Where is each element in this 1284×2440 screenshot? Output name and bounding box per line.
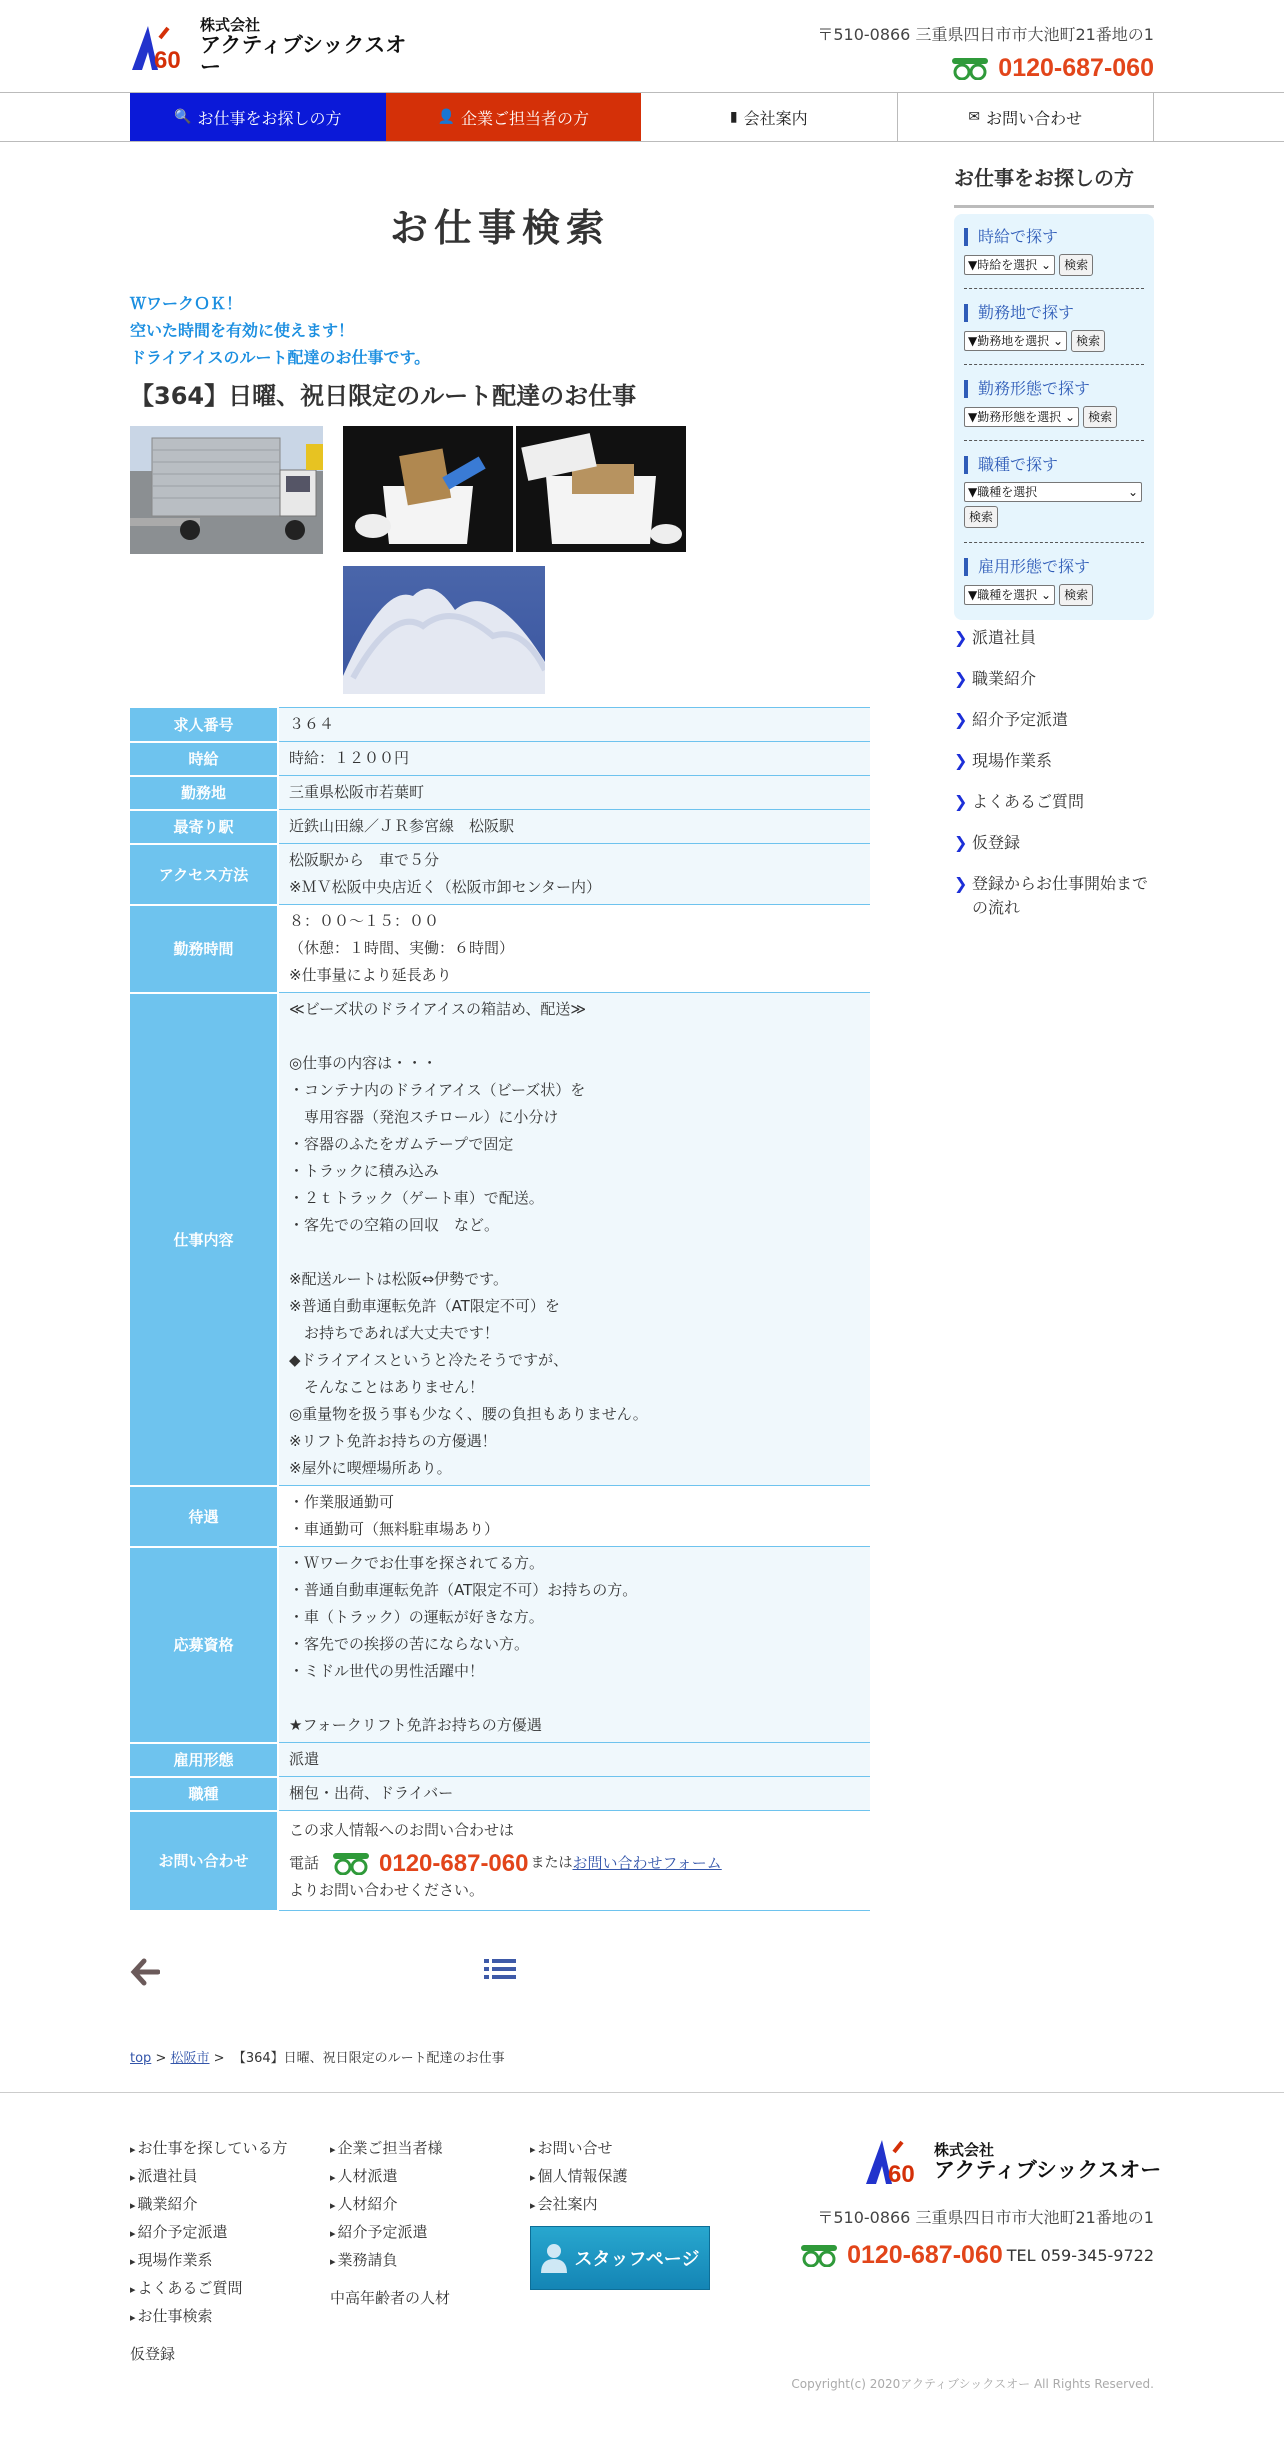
detail-label: 雇用形態 <box>130 1743 278 1777</box>
detail-value: ３６４ <box>278 708 870 742</box>
footer-link[interactable]: ▸ 紹介予定派遣 <box>130 2219 288 2247</box>
footer-link[interactable]: ▸ 人材派遣 <box>330 2163 450 2191</box>
footer-address: 〒510-0866 三重県四日市市大池町21番地の1 <box>817 2208 1154 2227</box>
free-dial-icon <box>333 1853 369 1875</box>
detail-value: ８：００～１５：００ （休憩：１時間、実働：６時間） ※仕事量により延長あり <box>278 905 870 993</box>
search-by-employment-type: 雇用形態で探す ▼職種を選択 ⌄ 検索 <box>964 558 1144 606</box>
job-title: 【364】日曜、祝日限定のルート配達のお仕事 <box>130 382 637 410</box>
footer-link[interactable]: ▸ 派遣社員 <box>130 2163 288 2191</box>
table-row <box>130 1547 870 1743</box>
search-by-job-type: 職種で探す ▼職種を選択 ⌄ 検索 <box>964 456 1144 528</box>
company-name-line1: 株式会社 <box>200 16 261 35</box>
footer-link[interactable]: ▸ 企業ご担当者様 <box>330 2135 450 2163</box>
copyright: Copyright(c) 2020アクティブシックスオー All Rights Reserved. <box>791 2377 1154 2391</box>
foam-box-photo-1 <box>343 426 513 552</box>
footer-col-companies <box>330 2135 450 2312</box>
footer-link[interactable]: ▸ 現場作業系 <box>130 2247 288 2275</box>
nav-job-seekers[interactable]: 🔍 お仕事をお探しの方 <box>130 93 386 141</box>
company-logo-mark-icon <box>130 24 192 72</box>
table-row <box>130 1486 870 1547</box>
nav-company-info[interactable]: ▮ 会社案内 <box>641 93 898 141</box>
footer-company-logo[interactable]: 60 株式会社 アクティブシックスオー <box>864 2138 1161 2186</box>
detail-label: 勤務地 <box>130 776 278 810</box>
global-nav <box>0 92 1284 142</box>
footer-tel2: TEL 059-345-9722 <box>1006 2246 1154 2265</box>
detail-value: ・Ｗワークでお仕事を探されてる方。 ・普通自動車運転免許（AT限定不可）お持ちの方。 ・車（トラック）の運転が好きな方。 ・客先での挨拶の苦にならない方。 ・ミドル世代の男性活躍中！ ★フォークリフト免許お持ちの方優遇 <box>278 1547 870 1743</box>
svg-text:60: 60 <box>888 2161 915 2186</box>
header-tel-number[interactable]: 0120-687-060 <box>998 54 1154 82</box>
footer-link[interactable]: ▸ 人材紹介 <box>330 2191 450 2219</box>
sidebar-item-genba[interactable]: ❯ 現場作業系 <box>954 749 1154 773</box>
detail-label: 仕事内容 <box>130 993 278 1486</box>
search-icon: 🔍 <box>174 109 192 125</box>
footer-col-info <box>530 2135 628 2219</box>
breadcrumb-city-link[interactable]: 松阪市 <box>170 2051 210 2066</box>
search-by-wage: 時給で探す ▼時給を選択 ⌄ 検索 <box>964 228 1144 276</box>
person-icon <box>541 2243 567 2273</box>
arrow-left-icon <box>130 1957 160 1987</box>
table-row <box>130 708 870 742</box>
building-icon: ▮ <box>729 109 738 125</box>
company-logo[interactable] <box>130 16 420 79</box>
table-row <box>130 993 870 1486</box>
breadcrumb-current: 【364】日曜、祝日限定のルート配達のお仕事 <box>232 2051 505 2066</box>
detail-label: アクセス方法 <box>130 844 278 905</box>
wage-select[interactable]: ▼時給を選択 ⌄ <box>964 255 1055 275</box>
footer-tel-number[interactable]: 0120-687-060 <box>847 2241 1003 2269</box>
site-header <box>0 0 1284 92</box>
table-row <box>130 1777 870 1811</box>
table-row <box>130 905 870 993</box>
job-type-search-button[interactable]: 検索 <box>964 506 998 528</box>
employment-type-search-button[interactable]: 検索 <box>1059 584 1093 606</box>
footer-link[interactable]: ▸ お問い合せ <box>530 2135 628 2163</box>
table-row <box>130 742 870 776</box>
footer-link[interactable]: ▸ 職業紹介 <box>130 2191 288 2219</box>
breadcrumb: top > 松阪市 > 【364】日曜、祝日限定のルート配達のお仕事 <box>130 2051 505 2066</box>
footer-link[interactable]: ▸ 個人情報保護 <box>530 2163 628 2191</box>
detail-value: 派遣 <box>278 1743 870 1777</box>
catch-copy: ＷワークＯＫ！ 空いた時間を有効に使えます！ ドライアイスのルート配達のお仕事です。 <box>130 294 431 367</box>
chevron-right-icon: ❯ <box>954 792 968 811</box>
free-dial-icon <box>952 58 988 80</box>
sidebar-title: お仕事をお探しの方 <box>954 162 1154 208</box>
chevron-right-icon: ❯ <box>954 710 968 729</box>
foam-box-photo-2 <box>516 426 686 552</box>
table-row <box>130 810 870 844</box>
truck-photo <box>130 426 323 554</box>
sidebar-item-faq[interactable]: ❯ よくあるご質問 <box>954 790 1154 814</box>
detail-value: ≪ビーズ状のドライアイスの箱詰め、配送≫ ◎仕事の内容は・・・ ・コンテナ内のドライアイス（ビーズ状）を 専用容器（発泡スチロール）に小分け ・容器のふたをガムテープで固定 ・トラックに積み込み ・２ｔトラック（ゲート車）で配送。 ・客先での空箱の回収 など。 ※配送ルートは松阪⇔伊勢です。 ※普通自動車運転免許（AT限定不可）を お持ちであれば大丈夫です！ ◆ドライアイスというと冷たそうですが、 そんなことはありません！ ◎重量物を扱う事も少なく、腰の負担もありません。 ※リフト免許お持ちの方優遇！ ※屋外に喫煙場所あり。 <box>278 993 870 1486</box>
header-address: 〒510-0866 三重県四日市市大池町21番地の1 <box>817 25 1154 44</box>
detail-value: ・作業服通勤可 ・車通勤可（無料駐車場あり） <box>278 1486 870 1547</box>
wage-search-button[interactable]: 検索 <box>1059 254 1093 276</box>
sidebar-item-flow[interactable]: ❯ 登録からお仕事開始までの流れ <box>954 872 1154 920</box>
contact-tel-number[interactable]: 0120-687-060 <box>379 1850 529 1877</box>
staff-page-button[interactable]: スタッフページ <box>530 2226 710 2290</box>
company-name-line2: アクティブシックスオー <box>200 32 407 79</box>
site-footer <box>0 2092 1284 2440</box>
back-arrow-button[interactable] <box>130 1957 160 1991</box>
list-view-button[interactable] <box>484 1957 516 1989</box>
search-by-location: 勤務地で探す ▼勤務地を選択 ⌄ 検索 <box>964 304 1144 352</box>
company-logo-mark-icon <box>864 2138 926 2186</box>
contact-cell: この求人情報へのお問い合わせは 電話 0120-687-060 または お問い合わせフォーム よりお問い合わせください。 <box>278 1811 870 1911</box>
detail-value: 梱包・出荷、ドライバー <box>278 1777 870 1811</box>
sidebar-links <box>954 626 1154 937</box>
breadcrumb-top-link[interactable]: top <box>130 2051 152 2066</box>
footer-tel[interactable] <box>801 2241 1154 2270</box>
detail-label: 勤務時間 <box>130 905 278 993</box>
nav-contact[interactable]: ✉ お問い合わせ <box>898 93 1155 141</box>
dry-ice-photo <box>343 566 545 694</box>
detail-label: 最寄り駅 <box>130 810 278 844</box>
svg-text:60: 60 <box>154 47 181 72</box>
detail-label: お問い合わせ <box>130 1811 278 1911</box>
location-select[interactable]: ▼勤務地を選択 ⌄ <box>964 331 1067 351</box>
footer-link-kari-touroku[interactable]: 仮登録 <box>130 2345 176 2363</box>
search-by-work-style: 勤務形態で探す ▼勤務形態を選択 ⌄ 検索 <box>964 380 1144 428</box>
sidebar-search-box <box>954 214 1154 620</box>
detail-label: 待遇 <box>130 1486 278 1547</box>
detail-value: 松阪駅から 車で５分 ※ＭＶ松阪中央店近く（松阪市卸センター内） <box>278 844 870 905</box>
job-detail-table <box>130 707 870 1912</box>
table-row <box>130 844 870 905</box>
list-icon <box>484 1957 516 1985</box>
nav-companies[interactable]: 👤 企業ご担当者の方 <box>386 93 642 141</box>
table-row <box>130 1743 870 1777</box>
footer-link[interactable]: ▸ お仕事検索 <box>130 2303 288 2331</box>
header-tel[interactable] <box>952 54 1154 83</box>
footer-col-seekers <box>130 2135 288 2368</box>
detail-label: 応募資格 <box>130 1547 278 1743</box>
detail-label: 求人番号 <box>130 708 278 742</box>
sidebar-item-shokai-yotei[interactable]: ❯ 紹介予定派遣 <box>954 708 1154 732</box>
footer-link[interactable]: ▸ 紹介予定派遣 <box>330 2219 450 2247</box>
table-row <box>130 776 870 810</box>
footer-link[interactable]: ▸ 会社案内 <box>530 2191 628 2219</box>
chevron-right-icon: ❯ <box>954 628 968 647</box>
page-title: お仕事検索 <box>389 206 610 250</box>
sidebar-item-shokugyo[interactable]: ❯ 職業紹介 <box>954 667 1154 691</box>
detail-value: 三重県松阪市若葉町 <box>278 776 870 810</box>
free-dial-icon <box>801 2245 837 2267</box>
chevron-right-icon: ❯ <box>954 874 968 893</box>
job-type-select[interactable]: ▼職種を選択 ⌄ <box>964 482 1142 502</box>
table-row-contact <box>130 1811 870 1911</box>
detail-label: 時給 <box>130 742 278 776</box>
footer-link[interactable]: ▸ 業務請負 <box>330 2247 450 2275</box>
employment-type-select[interactable]: ▼職種を選択 ⌄ <box>964 585 1055 605</box>
detail-value: 近鉄山田線／ＪＲ参宮線 松阪駅 <box>278 810 870 844</box>
footer-link[interactable]: ▸ お仕事を探している方 <box>130 2135 288 2163</box>
chevron-right-icon: ❯ <box>954 669 968 688</box>
footer-link[interactable]: ▸ よくあるご質問 <box>130 2275 288 2303</box>
user-icon: 👤 <box>437 109 455 125</box>
work-style-search-button[interactable]: 検索 <box>1083 406 1117 428</box>
footer-link-senior[interactable]: 中高年齢者の人材 <box>330 2289 451 2307</box>
sidebar-item-haken[interactable]: ❯ 派遣社員 <box>954 626 1154 650</box>
chevron-right-icon: ❯ <box>954 751 968 770</box>
work-style-select[interactable]: ▼勤務形態を選択 ⌄ <box>964 407 1079 427</box>
envelope-icon: ✉ <box>968 109 981 125</box>
sidebar-item-kari-touroku[interactable]: ❯ 仮登録 <box>954 831 1154 855</box>
location-search-button[interactable]: 検索 <box>1071 330 1105 352</box>
detail-value: 時給：１２００円 <box>278 742 870 776</box>
chevron-right-icon: ❯ <box>954 833 968 852</box>
contact-form-link[interactable]: お問い合わせフォーム <box>572 1854 722 1872</box>
detail-label: 職種 <box>130 1777 278 1811</box>
